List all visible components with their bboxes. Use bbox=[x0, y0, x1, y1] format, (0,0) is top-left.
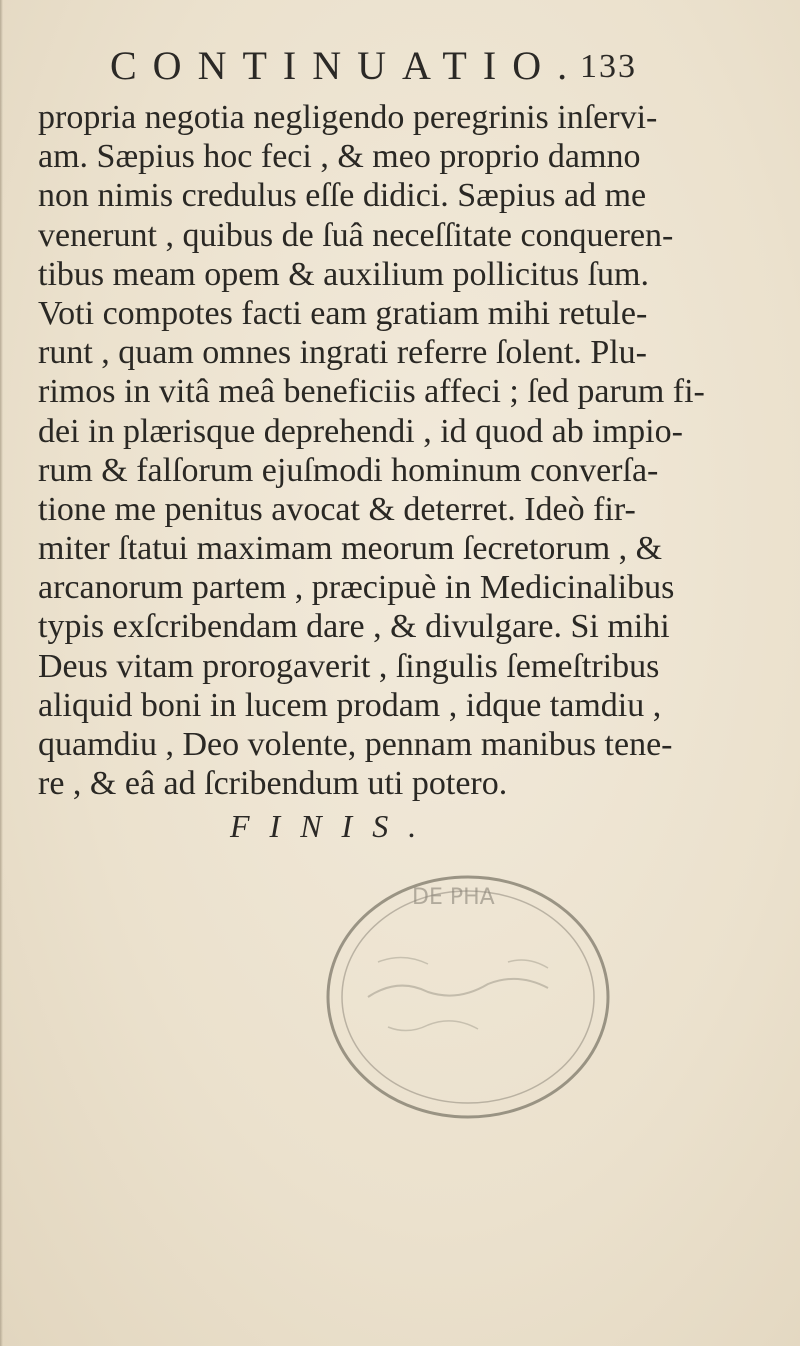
text-line: quamdiu , Deo volente, pennam manibus tene- bbox=[38, 726, 673, 763]
running-title: CONTINUATIO. bbox=[110, 43, 584, 88]
text-line: Deus vitam prorogaverit , ſingulis ſemeſtribus bbox=[38, 647, 660, 685]
text-line: arcanorum partem , præcipuè in Medicinalibus bbox=[38, 569, 675, 607]
text-line: re , & eâ ad ſcribendum uti potero. bbox=[38, 765, 508, 803]
running-head bbox=[0, 42, 800, 92]
text-line: Voti compotes facti eam gratiam mihi retule- bbox=[38, 294, 648, 332]
text-line: am. Sæpius hoc feci , & meo proprio damno bbox=[38, 138, 641, 176]
text-line: rimos in vitâ meâ beneficiis affeci ; ſed parum fi- bbox=[38, 373, 705, 411]
page-number: 133 bbox=[580, 48, 637, 85]
stamp-text: DE PHA bbox=[412, 885, 495, 910]
text-line: propria negotia negligendo peregrinis inſervi- bbox=[38, 99, 658, 136]
finis-colophon: FINIS. bbox=[230, 808, 437, 844]
page-gutter bbox=[0, 0, 3, 1346]
text-line: aliquid boni in lucem prodam , idque tamdiu , bbox=[38, 686, 662, 724]
text-line: miter ſtatui maximam meorum ſecretorum , & bbox=[38, 530, 663, 568]
text-line: non nimis credulus eſſe didici. Sæpius ad me bbox=[38, 177, 647, 215]
text-line: runt , quam omnes ingrati referre ſolent. Plu- bbox=[38, 334, 647, 372]
text-line: typis exſcribendam dare , & divulgare. Si mihi bbox=[38, 608, 670, 646]
text-line: tibus meam opem & auxilium pollicitus ſum. bbox=[38, 255, 650, 293]
text-line: rum & falſorum ejuſmodi hominum converſa- bbox=[38, 451, 659, 489]
body-text bbox=[38, 98, 748, 803]
text-line: venerunt , quibus de ſuâ neceſſitate conqueren- bbox=[38, 216, 674, 254]
library-stamp-icon bbox=[308, 852, 628, 1152]
text-line: dei in plærisque deprehendi , id quod ab impio- bbox=[38, 412, 683, 450]
text-line: tione me penitus avocat & deterret. Ideò fir- bbox=[38, 490, 636, 528]
